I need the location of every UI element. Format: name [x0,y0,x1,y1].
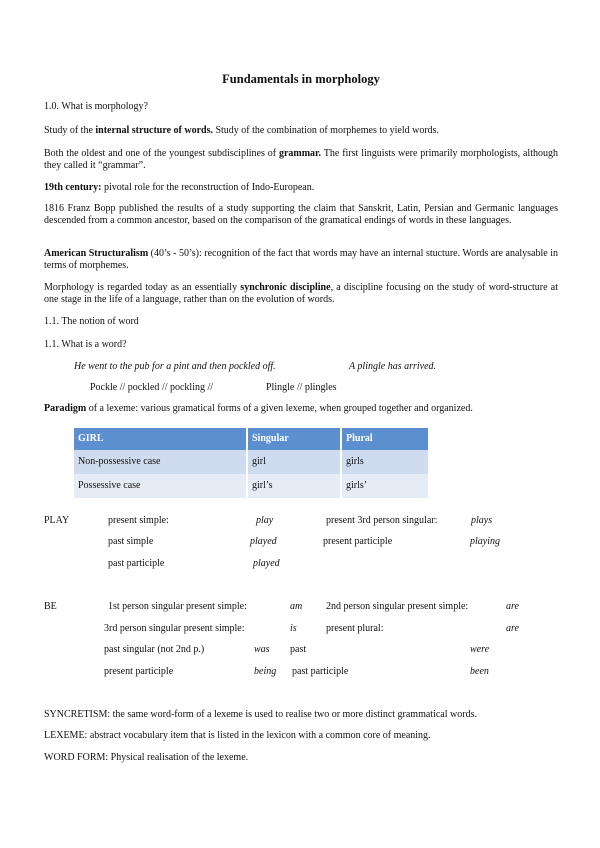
paragraph-bopp: 1816 Franz Bopp published the results of a study supporting the claim that Sanskrit, Latin, Persian and Germanic languages descended from a common ancestor, based on the comparison of the gramatical endings of words in these languages. [44,203,558,226]
be-label: present plural: [326,623,384,634]
paragraph-study: Study of the internal structure of words. Study of the combination of morphemes to yield words. [44,125,440,136]
table-header: GIRL [74,428,247,450]
be-form: is [290,623,297,634]
play-label: present simple: [108,515,169,526]
play-label: past simple [108,536,154,547]
be-label: present participle [104,666,174,677]
be-label: past [290,644,307,655]
paradigm-table-girl [74,428,430,498]
be-form: are [506,601,519,612]
definition-lexeme: LEXEME: abstract vocabulary item that is listed in the lexicon with a common core of meaning. [44,730,431,741]
table-row [74,474,429,498]
example-forms-pockle: Pockle // pockled // pockling // [90,382,214,393]
play-form: played [250,536,277,547]
table-cell: girl’s [247,474,341,498]
table-cell: girl [247,450,341,474]
be-form: been [470,666,489,677]
play-label: present participle [323,536,393,547]
be-form: were [470,644,490,655]
play-label: present 3rd person singular: [326,515,438,526]
table-cell: Possessive case [74,474,247,498]
example-forms-plingle: Plingle // plingles [266,382,337,393]
lemma-play: PLAY [44,515,70,526]
table-header: Plural [341,428,429,450]
be-label: 2nd person singular present simple: [326,601,469,612]
be-label: 1st person singular present simple: [108,601,247,612]
paragraph-american-structuralism: American Structuralism (40’s - 50’s): recognition of the fact that words may have an internal stucture. Words are analysable in terms of morphemes. [44,248,558,271]
play-form: played [253,558,280,569]
definition-word-form: WORD FORM: Physical realisation of the lexeme. [44,752,249,763]
be-label: past participle [292,666,349,677]
be-label: past singular (not 2nd p.) [104,644,205,655]
table-row [74,450,429,474]
play-form: playing [470,536,500,547]
play-label: past participle [108,558,165,569]
lemma-be: BE [44,601,57,612]
table-cell: girls [341,450,429,474]
play-form: play [256,515,274,526]
paragraph-grammar: Both the oldest and one of the youngest subdisciplines of grammar. The first linguists were primarily morphologists, although they called it “grammar”. [44,148,558,171]
be-form: are [506,623,519,634]
section-heading-1-0: 1.0. What is morphology? [44,101,148,112]
paragraph-19th-century: 19th century: pivotal role for the reconstruction of Indo-European. [44,182,315,193]
be-form: was [254,644,270,655]
be-form: am [290,601,303,612]
section-heading-1-1-notion: 1.1. The notion of word [44,316,139,327]
definition-syncretism: SYNCRETISM: the same word-form of a lexeme is used to realise two or more distinct grammatical words. [44,709,477,720]
table-cell: Non-possessive case [74,450,247,474]
play-form: plays [471,515,493,526]
be-form: being [254,666,277,677]
example-sentence-1: He went to the pub for a pint and then pockled off. [74,361,276,372]
paragraph-synchronic: Morphology is regarded today as an essentially synchronic discipline, a discipline focusing on the study of word-structure at one stage in the life of a language, rather than on the evolution of words. [44,282,558,305]
page-title: Fundamentals in morphology [222,72,380,86]
be-label: 3rd person singular present simple: [104,623,245,634]
section-heading-1-1-word: 1.1. What is a word? [44,339,127,350]
table-cell: girls’ [341,474,429,498]
paragraph-paradigm: Paradigm of a lexeme: various gramatical forms of a given lexeme, when grouped together and organized. [44,403,473,414]
table-header: Singular [247,428,341,450]
example-sentence-2: A plingle has arrived. [349,361,437,372]
